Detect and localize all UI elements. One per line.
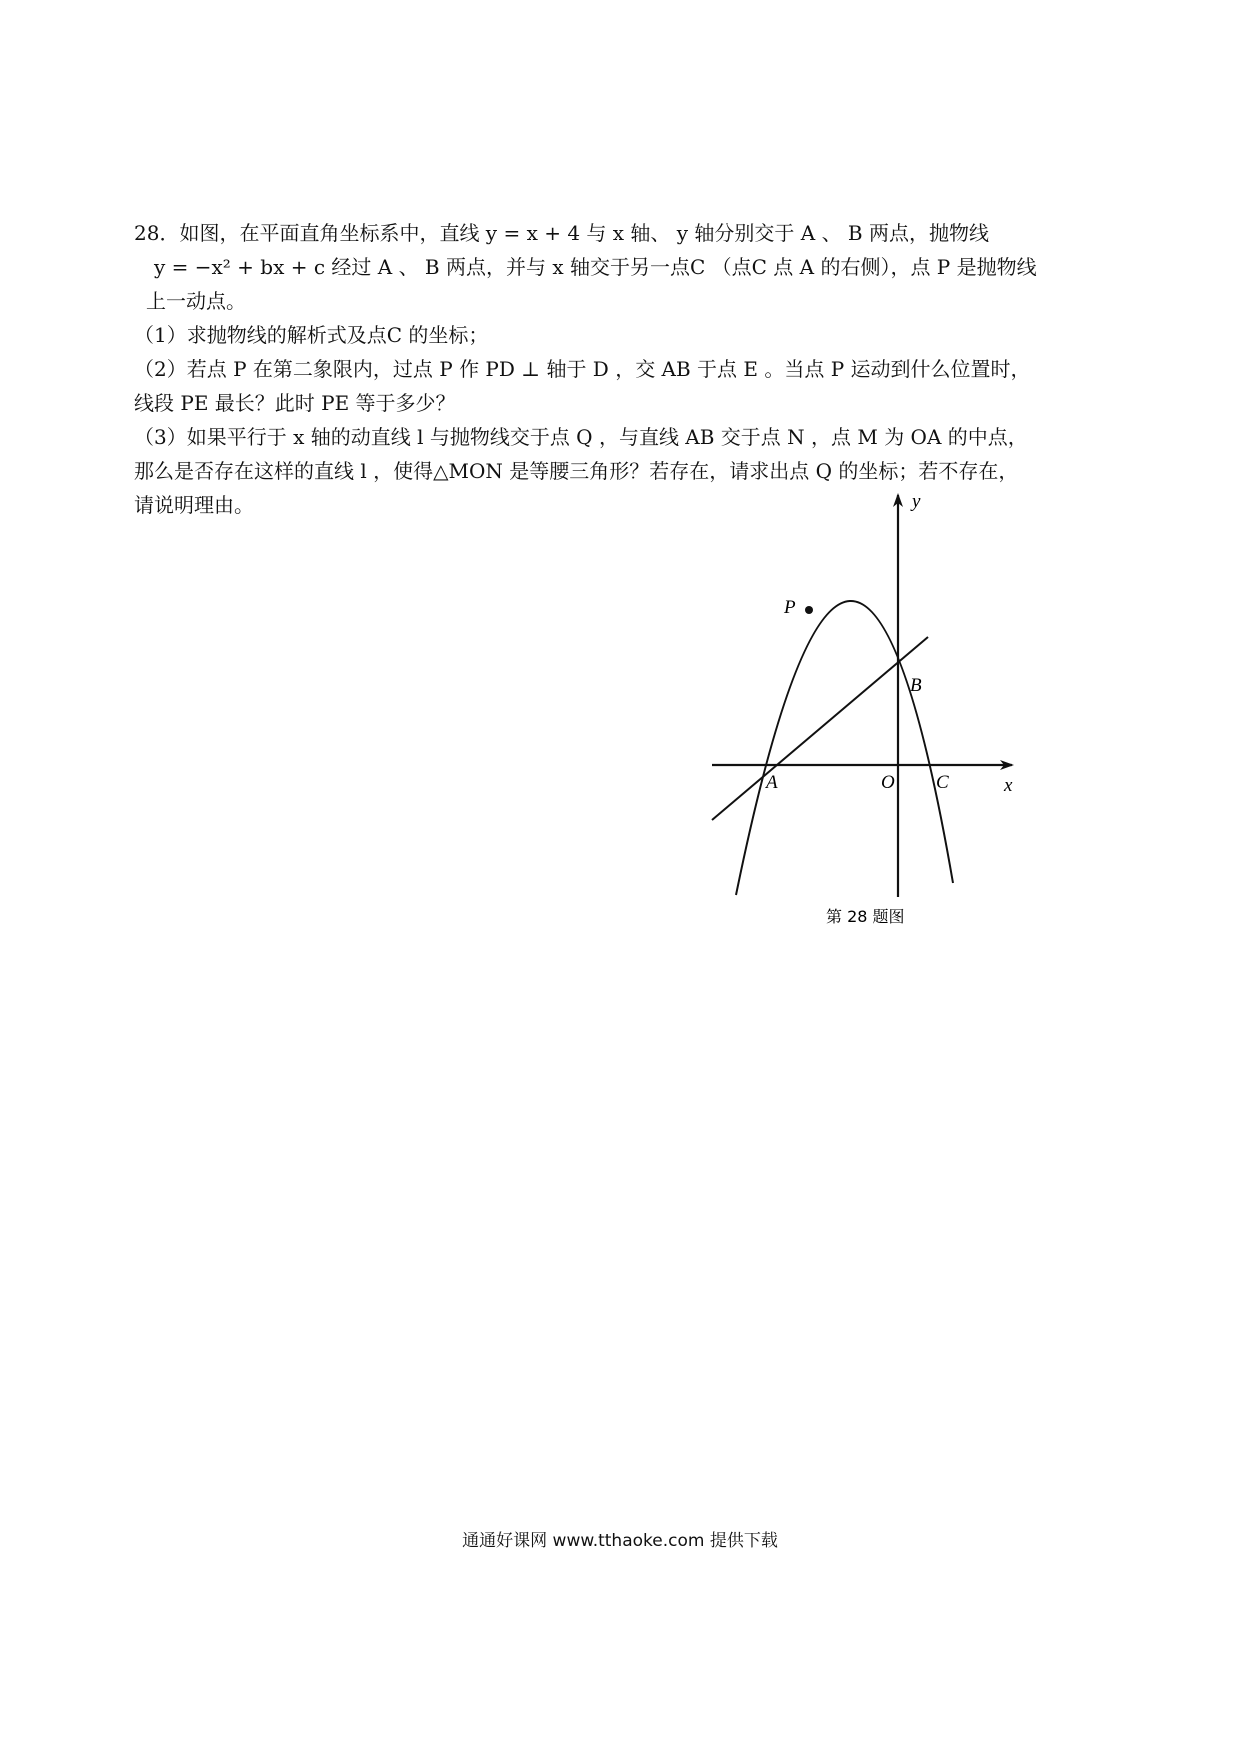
y-axis-label: y [912, 491, 921, 512]
x-axis-label: x [1004, 775, 1013, 796]
coordinate-diagram [700, 485, 1040, 925]
label-p: P [784, 597, 796, 618]
label-o: O [881, 772, 895, 793]
problem-28 [134, 216, 1074, 522]
point-p [805, 606, 813, 614]
parabola [736, 601, 953, 895]
problem-part-2-continued: 线段 PE 最长？此时 PE 等于多少？ [134, 391, 456, 415]
label-b: B [910, 675, 922, 696]
problem-part-3-end: 请说明理由。 [134, 493, 254, 517]
problem-line-3: 上一动点。 [146, 289, 246, 313]
line-ab [712, 637, 928, 820]
figure-caption: 第 28 题图 [826, 907, 905, 925]
problem-part-3-continued: 那么是否存在这样的直线 l ，使得△MON 是等腰三角形？若存在，请求出点 Q 的坐标；若不存在， [134, 459, 1019, 483]
problem-part-3: （3）如果平行于 x 轴的动直线 l 与抛物线交于点 Q ，与直线 AB 交于点 N ，点 M 为 OA 的中点， [134, 425, 1028, 449]
label-a: A [766, 772, 778, 793]
problem-part-2: （2）若点 P 在第二象限内，过点 P 作 PD ⊥ 轴于 D ，交 AB 于点 E 。当点 P 运动到什么位置时， [134, 357, 1031, 381]
figure-28 [700, 485, 1040, 925]
problem-line-1: 28．如图，在平面直角坐标系中，直线 y = x + 4 与 x 轴、 y 轴分别交于 A 、 B 两点，抛物线 [134, 221, 989, 245]
label-c: C [936, 772, 949, 793]
problem-part-1: （1）求抛物线的解析式及点C 的坐标； [134, 323, 489, 347]
page-footer: 通通好课网 www.tthaoke.com 提供下载 [462, 1531, 778, 1551]
problem-line-2: y = −x² + bx + c 经过 A 、 B 两点，并与 x 轴交于另一点C （点C 点 A 的右侧），点 P 是抛物线 [154, 255, 1037, 279]
